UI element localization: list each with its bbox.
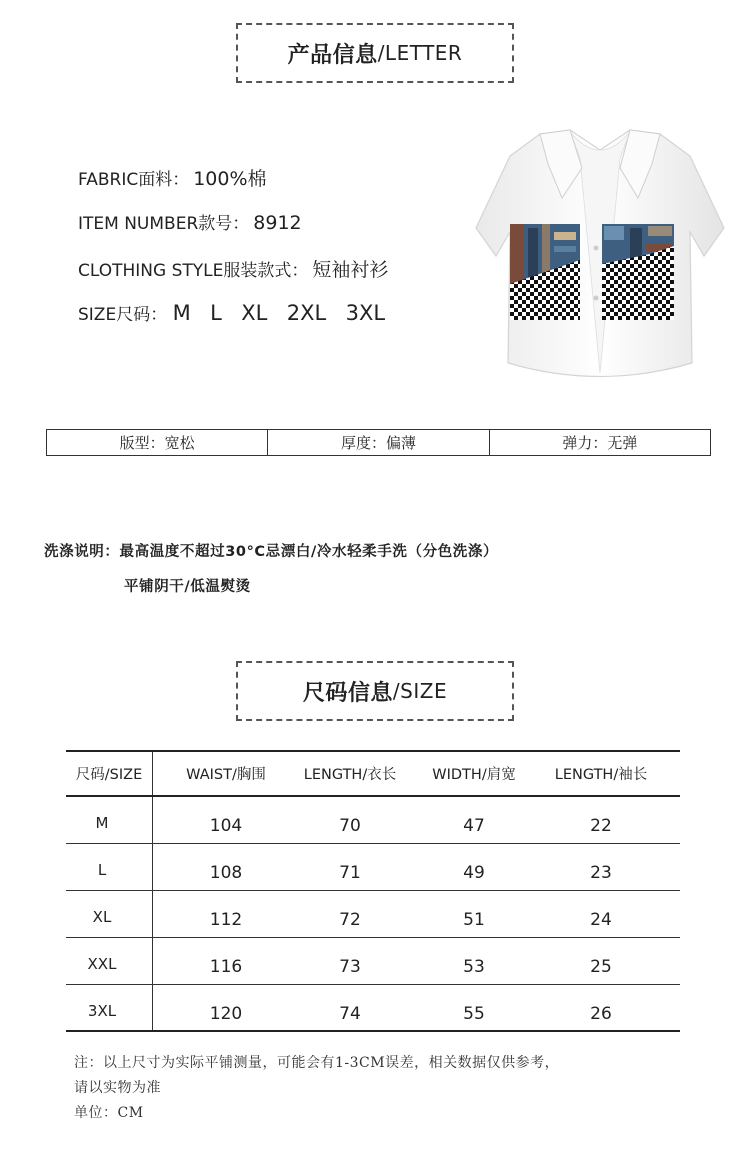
column-divider xyxy=(152,891,153,937)
clothing-style-label: CLOTHING STYLE服装款式： xyxy=(78,261,309,281)
size-value: 2XL xyxy=(286,301,327,325)
size-cell: XXL xyxy=(87,955,117,973)
shirt-product-image xyxy=(470,128,728,390)
width-cell: 53 xyxy=(463,957,485,977)
fabric-spec xyxy=(78,164,267,191)
header-width: WIDTH/肩宽 xyxy=(432,767,516,783)
header-waist: WAIST/胸围 xyxy=(186,767,266,783)
width-cell: 51 xyxy=(463,910,485,930)
header-size: 尺码/SIZE xyxy=(75,767,143,783)
size-info-title xyxy=(236,661,514,721)
waist-cell: 116 xyxy=(209,957,243,977)
sleeve-cell: 23 xyxy=(590,863,612,883)
fabric-value: 100%棉 xyxy=(193,168,267,190)
length-cell: 73 xyxy=(339,957,361,977)
size-value: M xyxy=(172,301,191,325)
header-length: LENGTH/衣长 xyxy=(303,767,397,783)
column-divider xyxy=(152,985,153,1030)
size-cell: L xyxy=(97,861,107,879)
header-sleeve-length: LENGTH/袖长 xyxy=(554,767,648,783)
fit-attribute: 版型：宽松 xyxy=(47,430,268,455)
length-cell: 72 xyxy=(339,910,361,930)
size-table-header xyxy=(66,750,680,797)
length-cell: 70 xyxy=(339,816,361,836)
size-table xyxy=(66,750,680,1032)
column-divider xyxy=(152,938,153,984)
table-row xyxy=(66,985,680,1032)
product-info-title-cn: 产品信息 xyxy=(287,42,378,68)
size-info-title-en: /SIZE xyxy=(392,679,448,703)
length-cell: 74 xyxy=(339,1003,361,1024)
fit-attributes-bar xyxy=(46,429,711,456)
wash-instructions-drying: 平铺阴干/低温熨烫 xyxy=(124,579,251,595)
size-value: XL xyxy=(241,301,268,325)
waist-cell: 108 xyxy=(209,863,243,883)
width-cell: 55 xyxy=(463,1003,485,1024)
size-info-title-cn: 尺码信息 xyxy=(302,680,393,706)
waist-cell: 120 xyxy=(209,1003,243,1024)
sleeve-cell: 22 xyxy=(590,816,612,836)
sleeve-cell: 24 xyxy=(590,910,612,930)
product-info-title-en: /LETTER xyxy=(377,41,463,65)
table-row xyxy=(66,797,680,844)
waist-cell: 112 xyxy=(209,910,243,930)
product-info-title xyxy=(236,23,514,83)
item-number-value: 8912 xyxy=(253,212,302,234)
clothing-style-spec xyxy=(78,255,388,282)
table-row xyxy=(66,891,680,938)
column-divider xyxy=(152,844,153,890)
size-cell: M xyxy=(95,814,109,832)
table-row xyxy=(66,938,680,985)
elasticity-attribute: 弹力：无弹 xyxy=(562,434,638,452)
size-cell: 3XL xyxy=(87,1001,117,1020)
size-value: 3XL xyxy=(345,301,386,325)
item-number-spec xyxy=(78,209,302,234)
width-cell: 49 xyxy=(463,863,485,883)
sleeve-cell: 26 xyxy=(590,1003,612,1024)
sleeve-cell: 25 xyxy=(590,957,612,977)
size-values xyxy=(172,301,399,325)
item-number-label: ITEM NUMBER款号： xyxy=(78,214,250,234)
width-cell: 47 xyxy=(463,816,485,836)
waist-cell: 104 xyxy=(209,816,243,836)
measurement-note: 注：以上尺寸为实际平铺测量，可能会有1-3CM误差，相关数据仅供参考， xyxy=(74,1055,560,1071)
table-row xyxy=(66,844,680,891)
length-cell: 71 xyxy=(339,863,361,883)
size-label: SIZE尺码： xyxy=(78,305,168,325)
wash-instructions: 洗涤说明：最高温度不超过30°C忌漂白/冷水轻柔手洗（分色洗涤） xyxy=(44,544,499,560)
size-spec xyxy=(78,300,399,325)
column-divider xyxy=(152,797,153,843)
fabric-label: FABRIC面料： xyxy=(78,170,190,190)
measurement-note-cont: 请以实物为准 xyxy=(74,1080,161,1096)
unit-note: 单位：CM xyxy=(74,1105,144,1121)
thickness-attribute: 厚度：偏薄 xyxy=(268,430,489,455)
size-cell: XL xyxy=(92,908,112,926)
clothing-style-value: 短袖衬衫 xyxy=(312,259,389,281)
column-divider xyxy=(152,752,153,795)
size-value: L xyxy=(210,301,222,325)
